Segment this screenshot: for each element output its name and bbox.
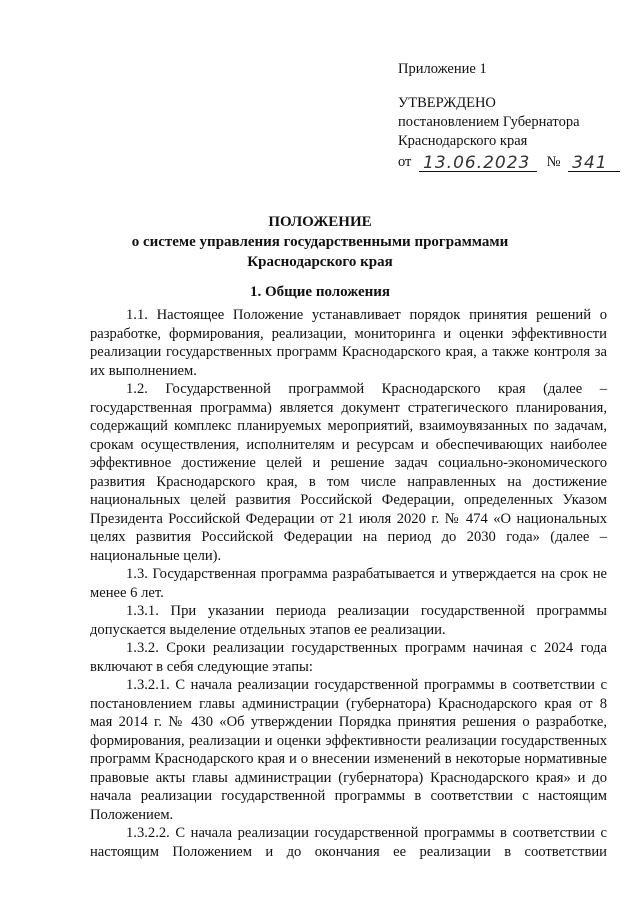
date-field — [419, 151, 537, 172]
date-prefix: от — [398, 154, 412, 170]
handwritten-number: 341 — [572, 153, 608, 173]
appendix-label: Приложение 1 — [398, 61, 487, 77]
approval-block — [398, 60, 628, 173]
paragraph-1-3-1: 1.3.1. При указании периода реализации государственной программы допускается выделение отдельных этапов ее реализации. — [90, 603, 607, 638]
number-field — [568, 151, 620, 172]
document-body — [90, 306, 607, 861]
paragraph-1-3-2-1: 1.3.2.1. С начала реализации государственной программы в соответствии с постановлением главы администрации (губернатора) Краснодарского края от 8 мая 2014 г. № 430 «Об утверждении Порядка принятия решения о разработке, формирования, реализации и оценки эффективности реализации государственных программ Краснодарского края и о внесении изменений в некоторые нормативные правовые акты главы администрации (губернатора) Краснодарского края» и до начала реализации государственной программы в соответствии с настоящим Положением. — [90, 677, 607, 823]
paragraph-1-2: 1.2. Государственной программой Краснодарского края (далее – государственная программа) является документ стратегического планирования, содержащий комплекс планируемых мероприятий, взаимоувязанных по задачам, срокам осуществления, исполнителям и ресурсам и обеспечивающих наиболее эффективное достижение целей и решение задач социально-экономического развития Краснодарского края, в том числе направленных на достижение национальных целей развития Российской Федерации, определенных Указом Президента Российской Федерации от 21 июля 2020 г. № 474 «О национальных целях развития Российской Федерации на период до 2030 года» (далее – национальные цели). — [90, 381, 607, 564]
paragraph-1-3-2: 1.3.2. Сроки реализации государственных программ начиная с 2024 года включают в себя следующие этапы: — [90, 640, 607, 675]
number-prefix: № — [546, 154, 561, 170]
title-sub-2: Краснодарского края — [247, 254, 393, 270]
paragraph-1-1: 1.1. Настоящее Положение устанавливает порядок принятия решений о разработке, формирования, реализации, мониторинга и оценки эффективности реализации государственных программ Краснодарского края, а также контроля за их выполнением. — [90, 307, 607, 379]
document-title — [0, 212, 640, 272]
title-sub-1: о системе управления государственными программами — [131, 234, 509, 250]
approval-line-2: Краснодарского края — [398, 133, 528, 149]
paragraph-1-3-2-2: 1.3.2.2. С начала реализации государственной программы в соответствии с настоящим Положением и до окончания ее реализации в соответствии — [90, 825, 607, 860]
approved-label: УТВЕРЖДЕНО — [398, 95, 496, 111]
handwritten-date: 13.06.2023 — [423, 153, 531, 173]
paragraph-1-3: 1.3. Государственная программа разрабатывается и утверждается на срок не менее 6 лет. — [90, 566, 607, 601]
approval-line-1: постановлением Губернатора — [398, 114, 580, 130]
approval-date-number-line — [398, 151, 628, 173]
section-heading: 1. Общие положения — [249, 284, 391, 300]
title-main: ПОЛОЖЕНИЕ — [268, 214, 372, 230]
